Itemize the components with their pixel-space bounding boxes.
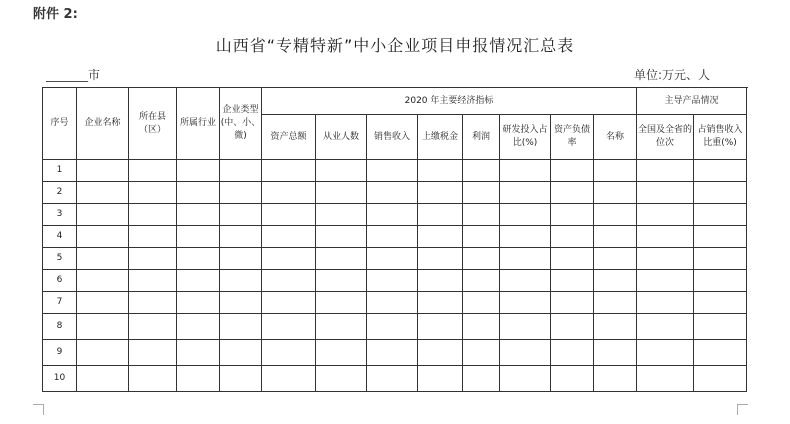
header-rd-ratio: 研发投入占比(%) bbox=[500, 115, 551, 160]
table-cell bbox=[594, 270, 637, 292]
table-cell bbox=[77, 226, 129, 248]
table-cell bbox=[220, 292, 262, 314]
table-cell bbox=[177, 340, 220, 366]
table-cell bbox=[694, 160, 747, 182]
table-cell bbox=[463, 366, 500, 392]
crop-mark-right bbox=[737, 404, 748, 415]
table-cell bbox=[594, 160, 637, 182]
header-national-rank: 全国及全省的位次 bbox=[637, 115, 694, 160]
table-cell bbox=[551, 226, 594, 248]
table-cell bbox=[637, 270, 694, 292]
table-cell bbox=[463, 292, 500, 314]
table-cell bbox=[463, 248, 500, 270]
table-cell bbox=[77, 204, 129, 226]
table-row bbox=[43, 292, 747, 314]
table-cell bbox=[594, 314, 637, 340]
table-cell bbox=[637, 248, 694, 270]
table-cell bbox=[418, 314, 463, 340]
table-cell bbox=[220, 182, 262, 204]
table-cell bbox=[77, 340, 129, 366]
table-cell bbox=[694, 248, 747, 270]
table-cell bbox=[77, 366, 129, 392]
table-cell bbox=[262, 160, 316, 182]
table-cell bbox=[77, 292, 129, 314]
table-cell bbox=[500, 366, 551, 392]
header-taxes-paid: 上缴税金 bbox=[418, 115, 463, 160]
table-cell bbox=[129, 204, 177, 226]
header-product-group: 主导产品情况 bbox=[637, 88, 747, 115]
table-cell bbox=[177, 366, 220, 392]
table-cell bbox=[316, 340, 367, 366]
table-cell bbox=[637, 314, 694, 340]
row-number: 10 bbox=[43, 366, 77, 392]
table-cell bbox=[177, 204, 220, 226]
crop-mark-left bbox=[33, 404, 44, 415]
table-cell bbox=[316, 314, 367, 340]
table-cell bbox=[694, 226, 747, 248]
table-cell bbox=[367, 366, 418, 392]
header-total-assets: 资产总额 bbox=[262, 115, 316, 160]
table-cell bbox=[262, 314, 316, 340]
table-cell bbox=[637, 340, 694, 366]
table-cell bbox=[551, 270, 594, 292]
table-cell bbox=[367, 182, 418, 204]
table-cell bbox=[694, 366, 747, 392]
table-cell bbox=[594, 204, 637, 226]
table-cell bbox=[694, 182, 747, 204]
table-cell bbox=[594, 226, 637, 248]
table-cell bbox=[177, 160, 220, 182]
table-cell bbox=[316, 226, 367, 248]
table-cell bbox=[77, 182, 129, 204]
table-cell bbox=[262, 204, 316, 226]
table-cell bbox=[500, 292, 551, 314]
table-cell bbox=[129, 160, 177, 182]
table-cell bbox=[551, 340, 594, 366]
table-cell bbox=[594, 366, 637, 392]
table-cell bbox=[551, 314, 594, 340]
table-row bbox=[43, 226, 747, 248]
table-cell bbox=[77, 248, 129, 270]
table-cell bbox=[367, 226, 418, 248]
table-cell bbox=[500, 270, 551, 292]
table-cell bbox=[262, 366, 316, 392]
table-cell bbox=[220, 340, 262, 366]
table-cell bbox=[316, 204, 367, 226]
header-industry: 所属行业 bbox=[177, 88, 220, 160]
table-cell bbox=[77, 270, 129, 292]
table-cell bbox=[594, 292, 637, 314]
table-cell bbox=[463, 340, 500, 366]
table-cell bbox=[367, 270, 418, 292]
table-cell bbox=[367, 292, 418, 314]
table-cell bbox=[367, 248, 418, 270]
table-cell bbox=[177, 314, 220, 340]
table-cell bbox=[220, 314, 262, 340]
table-cell bbox=[220, 366, 262, 392]
table-cell bbox=[694, 340, 747, 366]
table-cell bbox=[594, 340, 637, 366]
header-sales-share: 占销售收入比重(%) bbox=[694, 115, 747, 160]
table-cell bbox=[500, 340, 551, 366]
table-cell bbox=[637, 182, 694, 204]
row-number: 3 bbox=[43, 204, 77, 226]
table-cell bbox=[262, 340, 316, 366]
city-label: _______市 bbox=[46, 68, 101, 82]
table-cell bbox=[316, 248, 367, 270]
table-row bbox=[43, 182, 747, 204]
table-row bbox=[43, 204, 747, 226]
table-cell bbox=[262, 292, 316, 314]
table-cell bbox=[463, 314, 500, 340]
table-cell bbox=[551, 204, 594, 226]
table-cell bbox=[262, 226, 316, 248]
table-cell bbox=[637, 366, 694, 392]
table-cell bbox=[220, 160, 262, 182]
table-cell bbox=[500, 204, 551, 226]
table-cell bbox=[177, 292, 220, 314]
table-cell bbox=[77, 314, 129, 340]
header-company-type: 企业类型(中、小、微) bbox=[220, 88, 262, 160]
table-cell bbox=[316, 160, 367, 182]
row-number: 7 bbox=[43, 292, 77, 314]
table-cell bbox=[316, 366, 367, 392]
table-cell bbox=[500, 314, 551, 340]
table-cell bbox=[594, 182, 637, 204]
table-cell bbox=[129, 366, 177, 392]
table-cell bbox=[129, 182, 177, 204]
table-cell bbox=[418, 160, 463, 182]
summary-table bbox=[42, 87, 747, 392]
table-cell bbox=[129, 314, 177, 340]
table-cell bbox=[77, 160, 129, 182]
table-cell bbox=[418, 182, 463, 204]
header-econ-group: 2020 年主要经济指标 bbox=[262, 88, 637, 115]
table-cell bbox=[129, 248, 177, 270]
table-cell bbox=[418, 204, 463, 226]
table-cell bbox=[367, 160, 418, 182]
table-cell bbox=[129, 270, 177, 292]
table-cell bbox=[418, 226, 463, 248]
table-cell bbox=[637, 226, 694, 248]
table-cell bbox=[129, 292, 177, 314]
table-cell bbox=[500, 160, 551, 182]
table-cell bbox=[637, 292, 694, 314]
header-debt-ratio: 资产负债率 bbox=[551, 115, 594, 160]
table-cell bbox=[463, 270, 500, 292]
table-cell bbox=[262, 270, 316, 292]
header-employees: 从业人数 bbox=[316, 115, 367, 160]
table-cell bbox=[637, 160, 694, 182]
table-cell bbox=[500, 182, 551, 204]
table-cell bbox=[220, 204, 262, 226]
table-cell bbox=[551, 182, 594, 204]
table-row bbox=[43, 314, 747, 340]
row-number: 6 bbox=[43, 270, 77, 292]
row-number: 5 bbox=[43, 248, 77, 270]
table-cell bbox=[694, 204, 747, 226]
header-county: 所在县（区） bbox=[129, 88, 177, 160]
table-cell bbox=[418, 340, 463, 366]
table-cell bbox=[418, 292, 463, 314]
table-cell bbox=[694, 270, 747, 292]
table-cell bbox=[262, 248, 316, 270]
table-cell bbox=[316, 182, 367, 204]
table-cell bbox=[220, 270, 262, 292]
table-cell bbox=[418, 270, 463, 292]
table-cell bbox=[177, 226, 220, 248]
table-cell bbox=[551, 292, 594, 314]
table-cell bbox=[551, 366, 594, 392]
table-cell bbox=[637, 204, 694, 226]
table-cell bbox=[500, 226, 551, 248]
table-cell bbox=[177, 270, 220, 292]
table-cell bbox=[418, 248, 463, 270]
table-cell bbox=[463, 160, 500, 182]
table-cell bbox=[367, 340, 418, 366]
table-cell bbox=[594, 248, 637, 270]
row-number: 1 bbox=[43, 160, 77, 182]
table-cell bbox=[177, 182, 220, 204]
table-cell bbox=[694, 314, 747, 340]
table-cell bbox=[551, 160, 594, 182]
table-cell bbox=[463, 226, 500, 248]
table-cell bbox=[220, 248, 262, 270]
table-cell bbox=[463, 182, 500, 204]
row-number: 4 bbox=[43, 226, 77, 248]
table-row bbox=[43, 366, 747, 392]
header-seq: 序号 bbox=[43, 88, 77, 160]
table-row bbox=[43, 340, 747, 366]
table-cell bbox=[367, 314, 418, 340]
table-cell bbox=[551, 248, 594, 270]
table-cell bbox=[463, 204, 500, 226]
table-row bbox=[43, 160, 747, 182]
table-cell bbox=[316, 292, 367, 314]
row-number: 9 bbox=[43, 340, 77, 366]
table-cell bbox=[262, 182, 316, 204]
table-cell bbox=[220, 226, 262, 248]
table-cell bbox=[129, 340, 177, 366]
row-number: 2 bbox=[43, 182, 77, 204]
table-row bbox=[43, 270, 747, 292]
attachment-label: 附件 2: bbox=[33, 7, 78, 22]
header-sales-revenue: 销售收入 bbox=[367, 115, 418, 160]
header-product-name: 名称 bbox=[594, 115, 637, 160]
table-cell bbox=[367, 204, 418, 226]
table-row bbox=[43, 248, 747, 270]
row-number: 8 bbox=[43, 314, 77, 340]
table-cell bbox=[500, 248, 551, 270]
table-cell bbox=[694, 292, 747, 314]
table-cell bbox=[129, 226, 177, 248]
table-cell bbox=[177, 248, 220, 270]
unit-label: 单位:万元、人 bbox=[634, 68, 711, 82]
table-cell bbox=[316, 270, 367, 292]
header-profit: 利润 bbox=[463, 115, 500, 160]
header-company-name: 企业名称 bbox=[77, 88, 129, 160]
table-cell bbox=[418, 366, 463, 392]
page-title: 山西省“专精特新”中小企业项目申报情况汇总表 bbox=[215, 36, 575, 55]
